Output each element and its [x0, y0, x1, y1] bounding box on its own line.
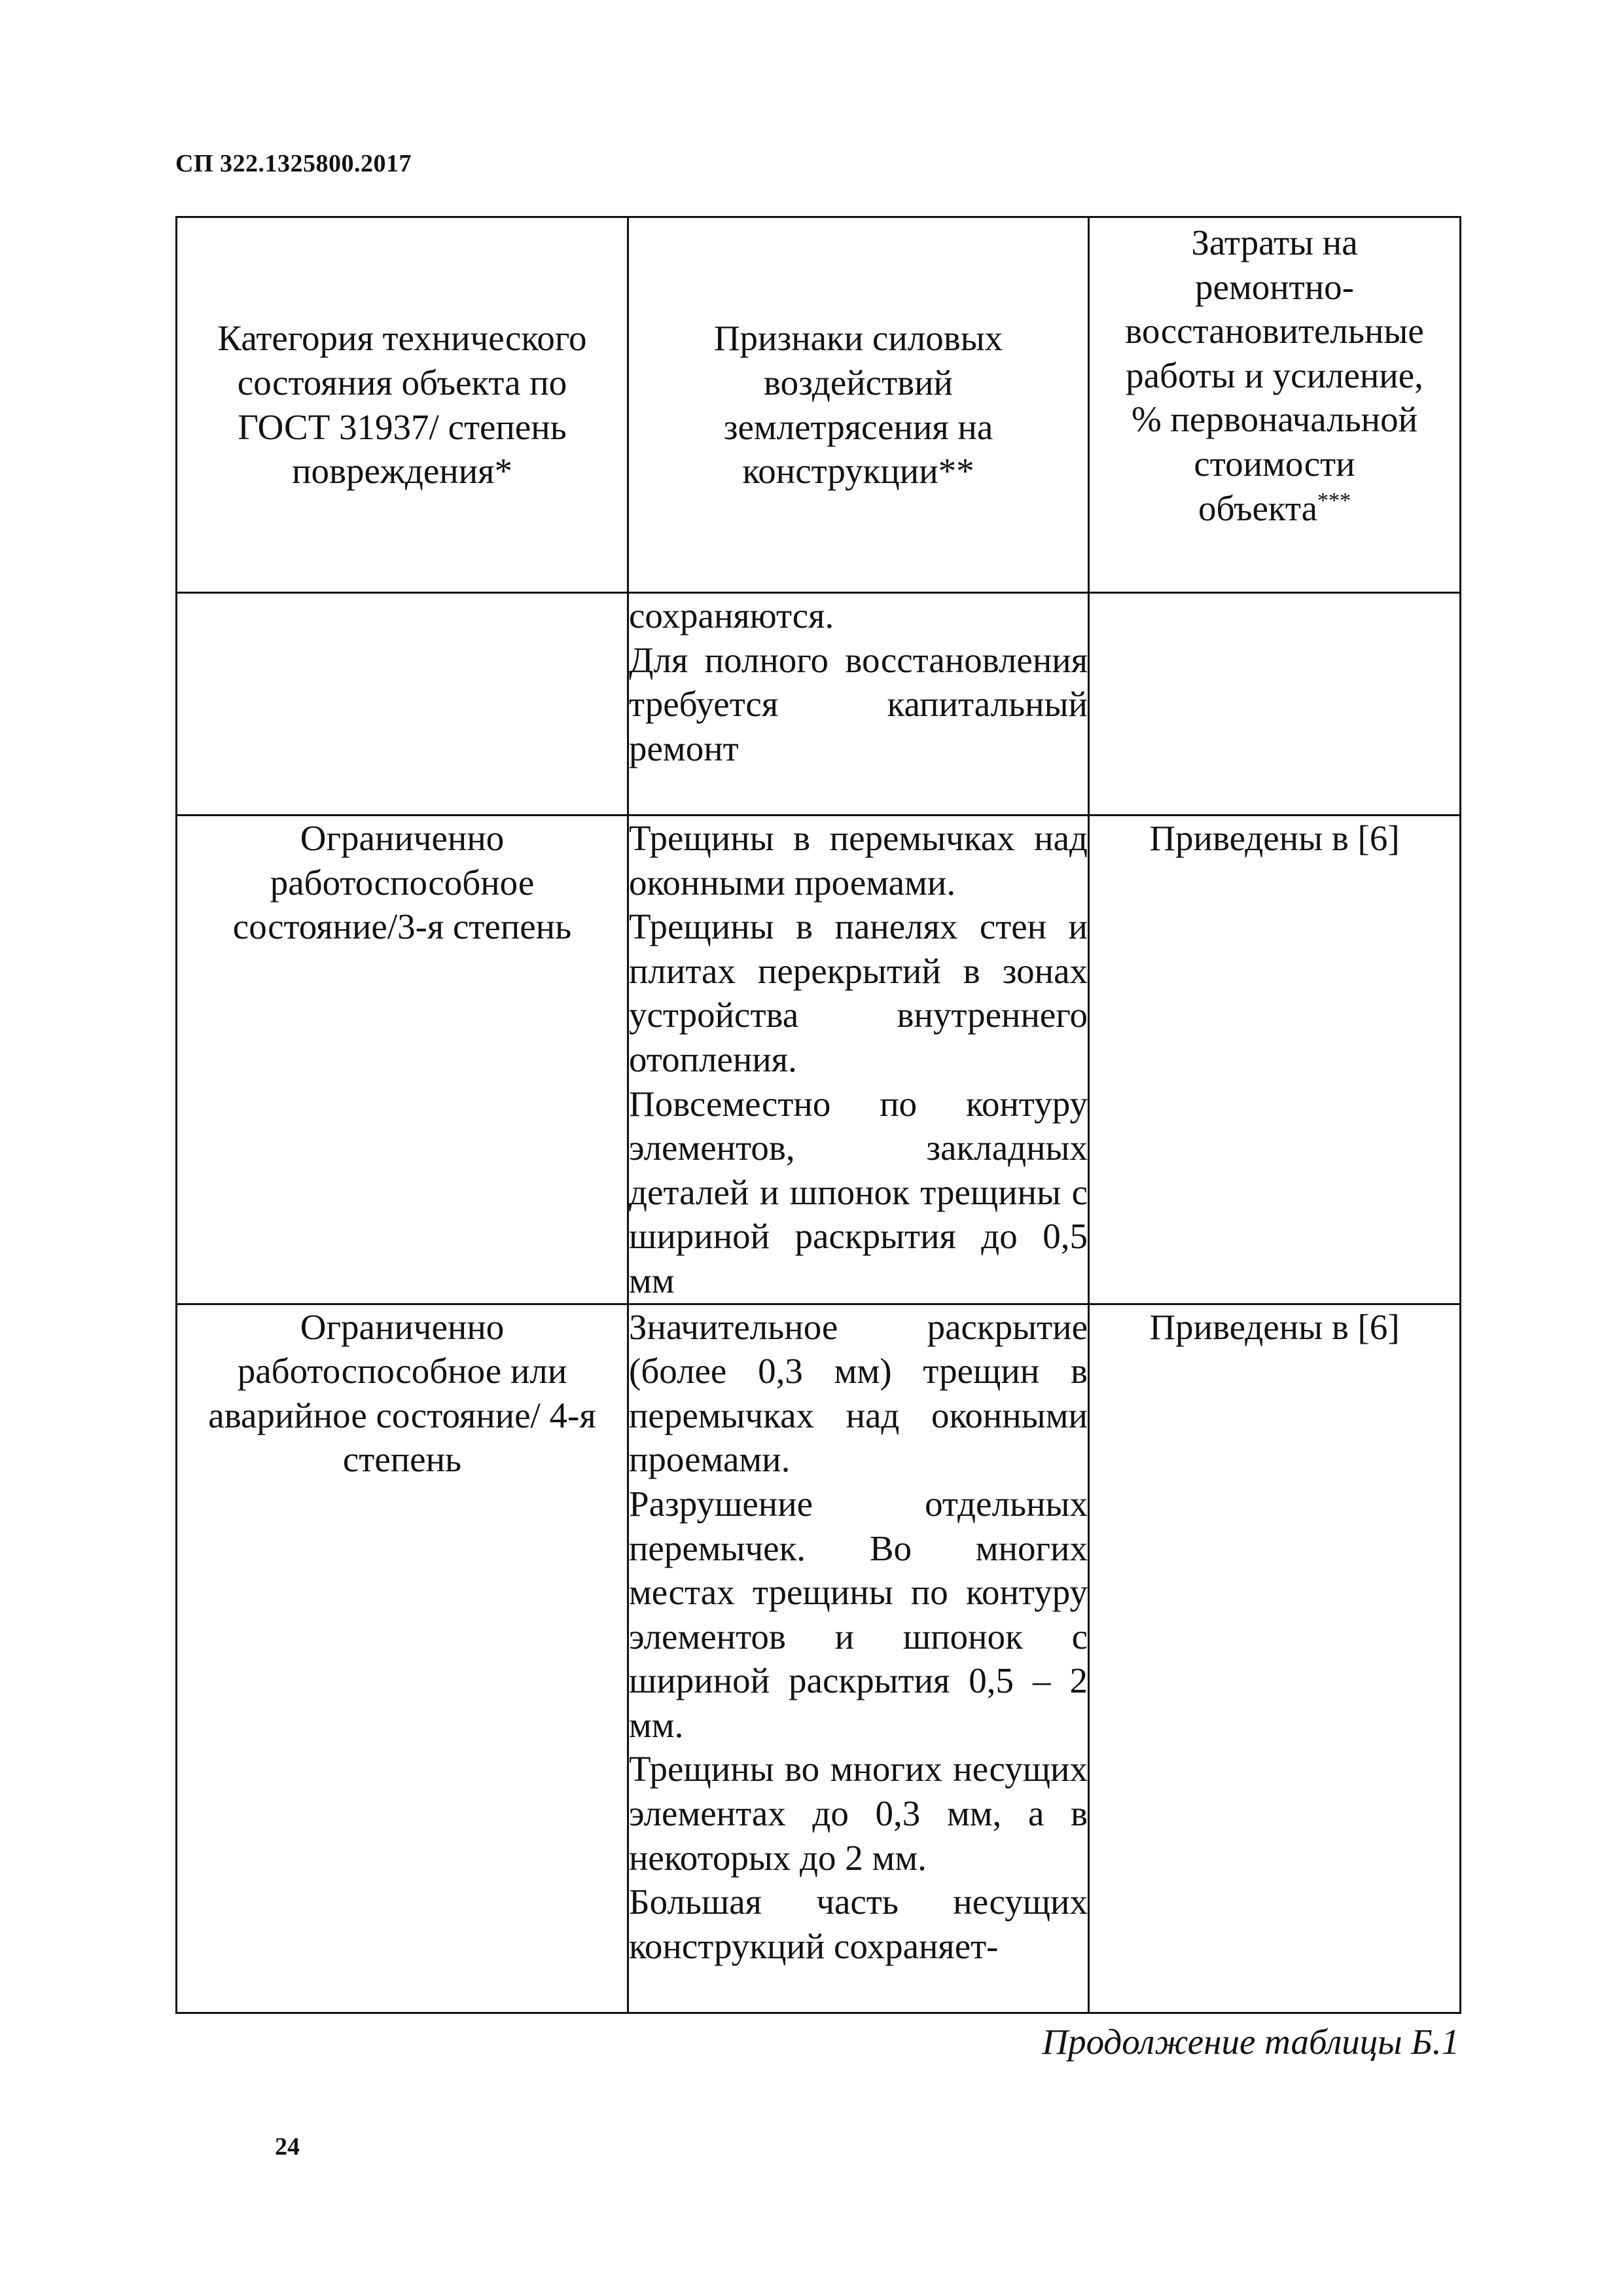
cell-signs: сохраняются. Для полного восстановления требуется капитальный ремонт: [628, 593, 1089, 816]
cell-signs: Трещины в перемычках над оконными проемами. Трещины в панелях стен и плитах перекрытий в зонах устройства внутреннего отопления. Повсеместно по контуру элементов, закладных деталей и шпонок трещины с шириной раскрытия до 0,5 мм: [628, 816, 1089, 1304]
data-table: [175, 216, 1461, 2014]
table-row: [177, 1304, 1461, 2013]
cell-cost: [1089, 593, 1461, 816]
cell-cost: Приведены в [6]: [1089, 1304, 1461, 2013]
page-number: 24: [275, 2133, 300, 2161]
table-header-row: [177, 217, 1461, 593]
table-row: [177, 816, 1461, 1304]
cell-category: [177, 593, 628, 816]
document-code: СП 322.1325800.2017: [175, 150, 412, 177]
cell-category: Ограниченно работоспособное или аварийное состояние/ 4-я степень: [177, 1304, 628, 2013]
header-signs: Признаки силовых воздействий землетрясения на конструкции**: [628, 217, 1089, 593]
header-cost: Затраты на ремонтно- восстановительные работы и усиление, % первоначальной стоимости объекта***: [1089, 217, 1461, 593]
table-row: [177, 593, 1461, 816]
cell-cost: Приведены в [6]: [1089, 816, 1461, 1304]
cell-category: Ограниченно работоспособное состояние/3-я степень: [177, 816, 628, 1304]
header-category: Категория технического состояния объекта по ГОСТ 31937/ степень повреждения*: [177, 217, 628, 593]
cell-signs: Значительное раскрытие (более 0,3 мм) трещин в перемычках над оконными проемами. Разрушение отдельных перемычек. Во многих местах трещины по контуру элементов и шпонок с шириной раскрытия 0,5 – 2 мм. Трещины во многих несущих элементах до 0,3 мм, а в некоторых до 2 мм. Большая часть несущих конструкций сохраняет-: [628, 1304, 1089, 2013]
table-continuation-caption: Продолжение таблицы Б.1: [1042, 2022, 1459, 2062]
